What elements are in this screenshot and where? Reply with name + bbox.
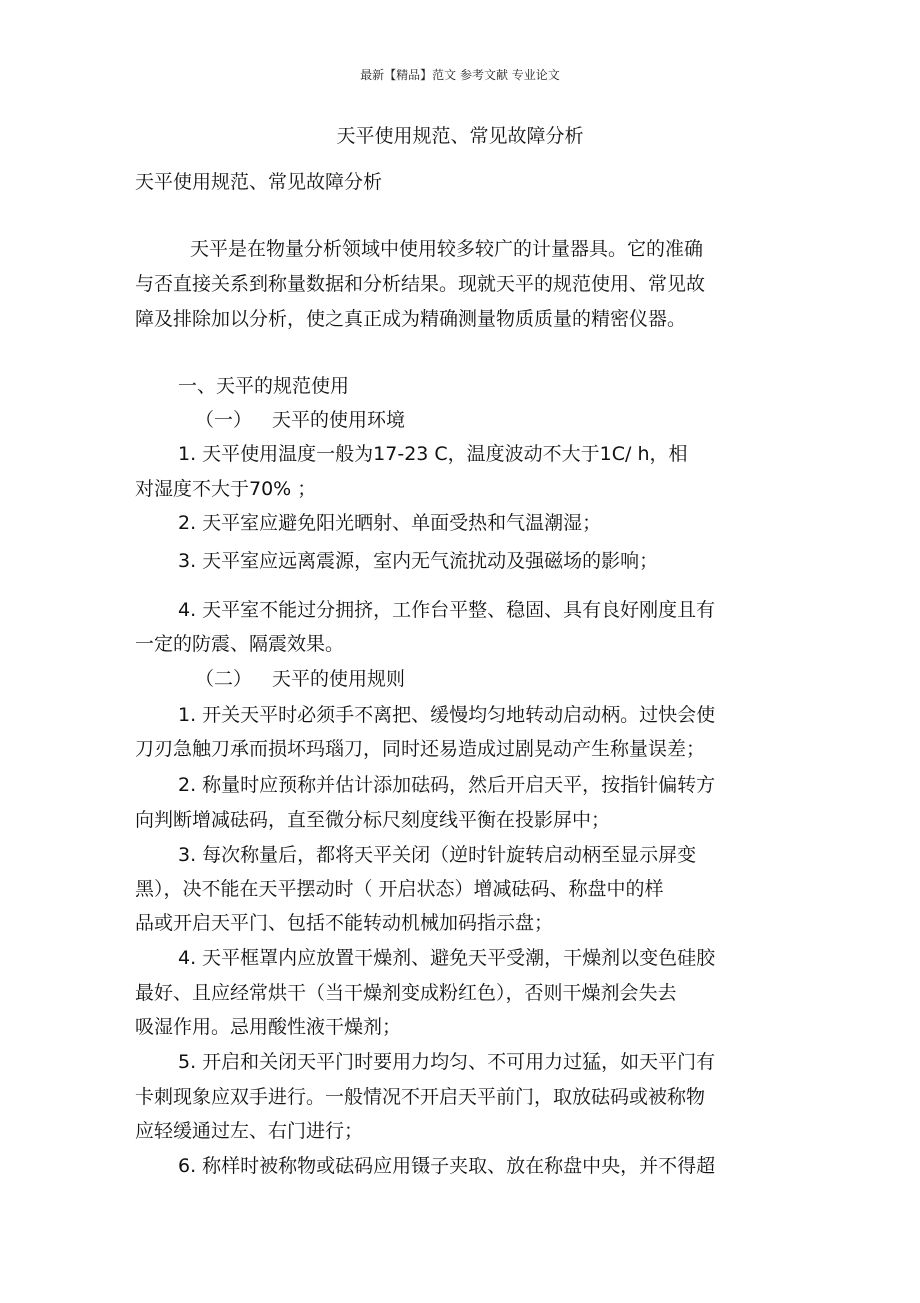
text-line: 5. 开启和关闭天平门时要用力均匀、不可用力过猛，如天平门有 <box>178 1051 716 1073</box>
section-heading: 一、天平的规范使用 <box>178 375 350 397</box>
text-line: 向判断增减砝码，直至微分标尺刻度线平衡在投影屏中； <box>135 809 611 831</box>
subsection-number: （二） <box>195 668 253 690</box>
text-line: 与否直接关系到称量数据和分析结果。现就天平的规范使用、常见故 <box>135 273 706 295</box>
text-line: 卡刺现象应双手进行。一般情况不开启天平前门，取放砝码或被称物 <box>135 1086 706 1108</box>
text-line: 1. 天平使用温度一般为17-23 C，温度波动不大于1C/ h，相 <box>178 443 688 465</box>
text-line: 天平是在物量分析领域中使用较多较广的计量器具。它的准确 <box>190 238 704 260</box>
document-subtitle: 天平使用规范、常见故障分析 <box>135 171 383 193</box>
text-line: 应轻缓通过左、右门进行； <box>135 1120 364 1142</box>
text-line: 最好、且应经常烘干（当干燥剂变成粉红色），否则干燥剂会失去 <box>135 982 677 1004</box>
text-line: 一定的防震、隔震效果。 <box>135 633 345 655</box>
text-line: 2. 称量时应预称并估计添加砝码，然后开启天平，按指针偏转方 <box>178 774 716 796</box>
text-line: 3. 每次称量后，都将天平关闭（逆时针旋转启动柄至显示屏变 <box>178 844 697 866</box>
text-line: 刀刃急触刀承而损坏玛瑙刀，同时还易造成过剧晃动产生称量误差； <box>135 738 706 760</box>
page-header: 最新【精品】范文 参考文献 专业论文 <box>360 68 560 82</box>
subsection-title: 天平的使用规则 <box>272 668 406 690</box>
text-line: 6. 称样时被称物或砝码应用镊子夹取、放在称盘中央，并不得超 <box>178 1155 716 1177</box>
text-line: 品或开启天平门、包括不能转动机械加码指示盘； <box>135 912 554 934</box>
text-line: 4. 天平框罩内应放置干燥剂、避免天平受潮，干燥剂以变色硅胶 <box>178 947 716 969</box>
text-line: 4. 天平室不能过分拥挤，工作台平整、稳固、具有良好刚度且有 <box>178 599 716 621</box>
document-title: 天平使用规范、常见故障分析 <box>336 125 584 147</box>
text-line: 障及排除加以分析，使之真正成为精确测量物质质量的精密仪器。 <box>135 308 687 330</box>
text-line: 3. 天平室应远离震源，室内无气流扰动及强磁场的影响； <box>178 550 659 572</box>
text-line: 对湿度不大于70% ； <box>135 478 317 500</box>
text-line: 吸湿作用。忌用酸性液干燥剂； <box>135 1016 402 1038</box>
text-line: 1. 开关天平时必须手不离把、缓慢均匀地转动启动柄。过快会使 <box>178 704 716 726</box>
subsection-number: （一） <box>195 409 253 431</box>
subsection-title: 天平的使用环境 <box>272 409 406 431</box>
text-line: 2. 天平室应避免阳光晒射、单面受热和气温潮湿； <box>178 512 602 534</box>
text-line: 黑），决不能在天平摆动时（ 开启状态）增减砝码、称盘中的样 <box>135 878 664 900</box>
